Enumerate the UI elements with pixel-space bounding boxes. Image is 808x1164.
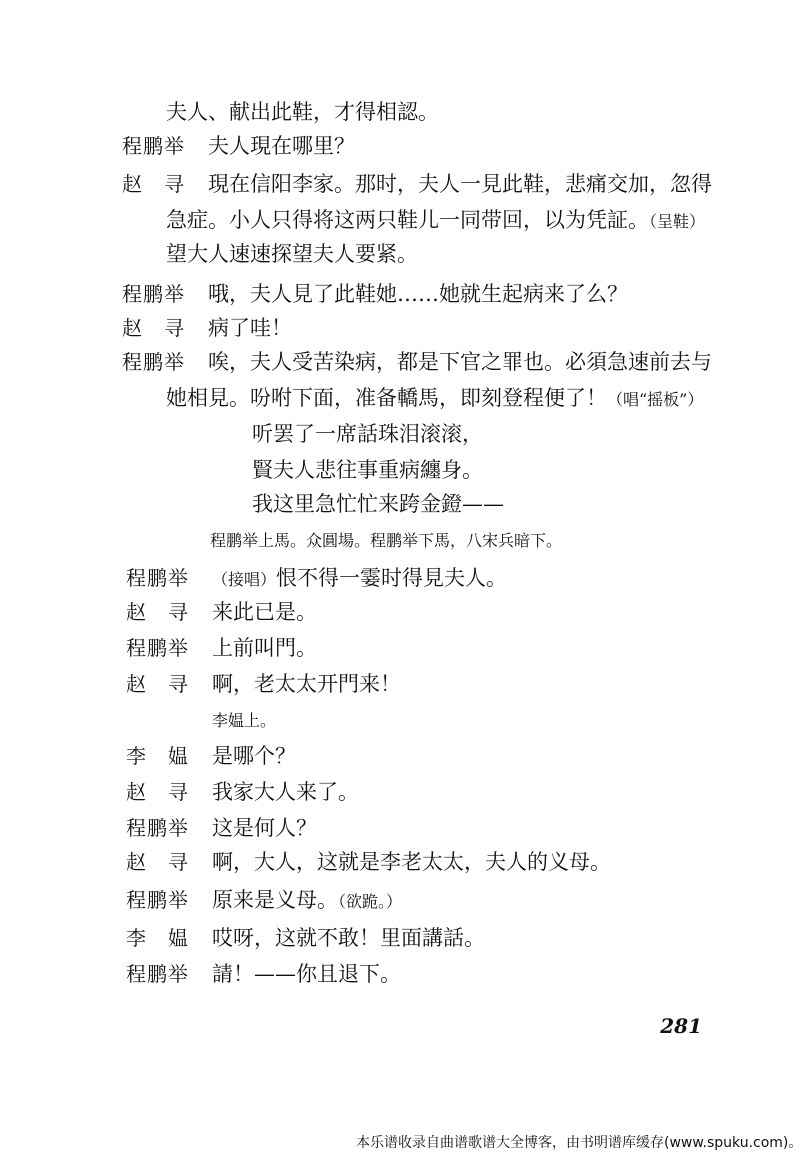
dialogue-line — [212, 566, 507, 592]
dialogue-line — [212, 672, 401, 696]
dialogue-text: 請！——你且退下。 — [212, 962, 401, 986]
dialogue-line — [212, 816, 317, 840]
dialogue-text: 唉，夫人受苦染病，都是下官之罪也。必須急速前去与 — [208, 350, 712, 374]
dialogue-line — [212, 926, 485, 950]
dialogue-text: 夫人、献出此鞋，才得相認。 — [166, 100, 439, 124]
verse-line: 我这里急忙忙来跨金鐙—— — [252, 492, 504, 516]
speaker-name: 赵 寻 — [126, 850, 189, 874]
dialogue-text: 急症。小人只得将这两只鞋儿一同带回，以为凭証。 — [166, 208, 649, 232]
dialogue-line — [212, 744, 296, 768]
page-number: 281 — [660, 1014, 702, 1038]
stage-direction: 程鹏举上馬。众圓場。程鹏举下馬，八宋兵暗下。 — [210, 531, 563, 550]
speaker-name: 程鹏举 — [126, 566, 189, 590]
dialogue-line — [212, 962, 401, 986]
dialogue-text: 原来是义母。 — [212, 888, 338, 912]
verse-line: 听罢了一席話珠泪滚滚， — [252, 422, 483, 446]
speaker-name: 李 媪 — [126, 744, 189, 768]
speaker-name: 赵 寻 — [126, 780, 189, 804]
speaker-name: 程鹏举 — [126, 816, 189, 840]
dialogue-line — [208, 134, 355, 158]
dialogue-line — [208, 172, 712, 196]
dialogue-text: 上前叫門。 — [212, 636, 317, 660]
speaker-name: 李 媪 — [126, 926, 189, 950]
speaker-name: 赵 寻 — [122, 172, 185, 196]
dialogue-text: 啊，大人，这就是李老太太，夫人的义母。 — [212, 850, 611, 874]
stage-note: （接唱） — [212, 570, 277, 589]
dialogue-line — [166, 100, 439, 124]
dialogue-text: 啊，老太太开門来！ — [212, 672, 401, 696]
stage-note: （唱“摇板”） — [607, 390, 704, 409]
dialogue-text: 夫人現在哪里？ — [208, 134, 355, 158]
speaker-name: 赵 寻 — [126, 672, 189, 696]
dialogue-text: 望大人速速探望夫人要紧。 — [166, 242, 418, 266]
speaker-name: 程鹏举 — [122, 134, 185, 158]
speaker-name: 程鹏举 — [126, 636, 189, 660]
dialogue-text: 恨不得一霎时得見夫人。 — [276, 566, 508, 590]
dialogue-line — [212, 600, 317, 624]
dialogue-text: 是哪个？ — [212, 744, 296, 768]
dialogue-line — [212, 850, 611, 874]
speaker-name: 程鹏举 — [122, 282, 185, 306]
dialogue-text: 現在信阳李家。那时，夫人一見此鞋，悲痛交加，忽得 — [208, 172, 712, 196]
speaker-name: 程鹏举 — [122, 350, 185, 374]
dialogue-text: 病了哇！ — [208, 316, 292, 340]
dialogue-line — [208, 316, 292, 340]
verse-line: 賢夫人悲往事重病纏身。 — [252, 458, 483, 482]
dialogue-line — [212, 636, 317, 660]
dialogue-line — [208, 350, 712, 374]
dialogue-text: 哎呀，这就不敢！里面講話。 — [212, 926, 485, 950]
stage-note: （呈鞋） — [649, 212, 706, 231]
dialogue-text: 她相見。吩咐下面，准备轎馬，即刻登程便了！ — [166, 386, 607, 410]
dialogue-line — [208, 282, 628, 306]
dialogue-text: 哦，夫人見了此鞋她……她就生起病来了么？ — [208, 282, 628, 306]
dialogue-line — [166, 386, 703, 412]
dialogue-text: 这是何人？ — [212, 816, 317, 840]
stage-note: （欲跪。） — [338, 892, 403, 911]
speaker-name: 程鹏举 — [126, 962, 189, 986]
dialogue-text: 来此已是。 — [212, 600, 317, 624]
speaker-name: 赵 寻 — [122, 316, 185, 340]
stage-direction: 李媪上。 — [212, 711, 277, 730]
dialogue-line — [166, 208, 705, 234]
speaker-name: 程鹏举 — [126, 888, 189, 912]
speaker-name: 赵 寻 — [126, 600, 189, 624]
footer-credit: 本乐谱收录自曲谱歌谱大全博客，由书明谱库缓存(www.spuku.com)。 — [356, 1135, 803, 1151]
dialogue-text: 我家大人来了。 — [212, 780, 359, 804]
dialogue-line — [166, 242, 418, 266]
dialogue-line — [212, 888, 402, 914]
dialogue-line — [212, 780, 359, 804]
